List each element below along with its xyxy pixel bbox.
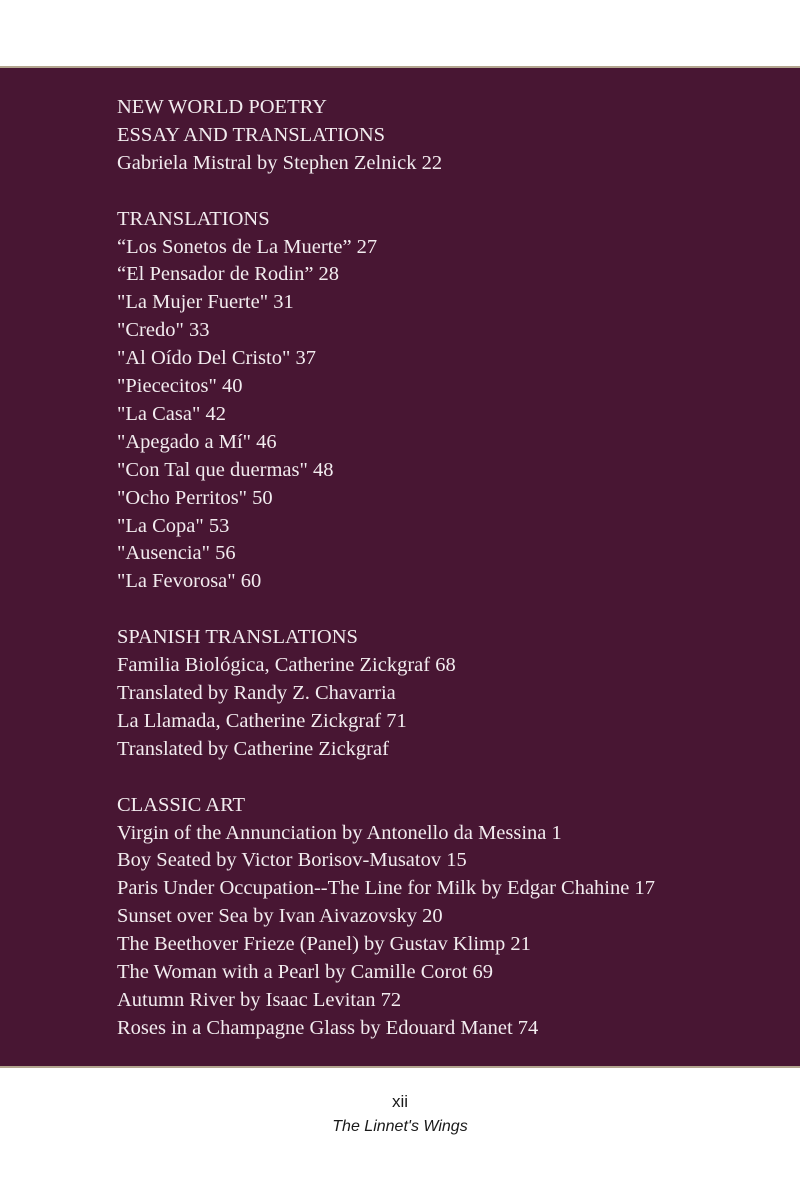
list-item: "La Casa" 42 (117, 402, 226, 425)
list-item: Sunset over Sea by Ivan Aivazovsky 20 (117, 905, 443, 928)
list-item: "Ausencia" 56 (117, 542, 236, 565)
section-classic-art (117, 792, 655, 1043)
section-heading: CLASSIC ART (117, 793, 246, 816)
list-item: Virgin of the Annunciation by Antonello da Messina 1 (117, 821, 562, 844)
list-item: “El Pensador de Rodin” 28 (117, 263, 340, 286)
list-item: Familia Biológica, Catherine Zickgraf 68 (117, 654, 456, 677)
list-item: Paris Under Occupation--The Line for Milk by Edgar Chahine 17 (117, 877, 655, 900)
section-new-world-poetry (117, 94, 655, 178)
list-item: "Ocho Perritos" 50 (117, 486, 273, 509)
list-item: Roses in a Champagne Glass by Edouard Manet 74 (117, 1016, 539, 1039)
section-heading: SPANISH TRANSLATIONS (117, 626, 358, 649)
list-item: The Beethover Frieze (Panel) by Gustav Klimp 21 (117, 933, 531, 956)
list-item: "Al Oído Del Cristo" 37 (117, 347, 316, 370)
list-item: La Llamada, Catherine Zickgraf 71 (117, 709, 407, 732)
page-number: xii (391, 1092, 409, 1111)
list-item: Autumn River by Isaac Levitan 72 (117, 988, 402, 1011)
section-heading: TRANSLATIONS (117, 207, 270, 230)
list-item: "La Mujer Fuerte" 31 (117, 291, 294, 314)
list-item: "Apegado a Mí" 46 (117, 430, 277, 453)
list-item: Gabriela Mistral by Stephen Zelnick 22 (117, 151, 443, 174)
section-translations (117, 206, 655, 597)
section-heading: NEW WORLD POETRY (117, 96, 327, 118)
table-of-contents (117, 94, 655, 1071)
list-item: “Los Sonetos de La Muerte” 27 (117, 235, 378, 258)
journal-title: The Linnet's Wings (332, 1118, 468, 1135)
list-item: "Piececitos" 40 (117, 375, 243, 398)
list-item: "La Copa" 53 (117, 514, 230, 537)
section-spanish-translations (117, 624, 655, 764)
list-item: "Con Tal que duermas" 48 (117, 458, 334, 481)
list-item: Translated by Catherine Zickgraf (117, 737, 389, 760)
list-item: ESSAY AND TRANSLATIONS (117, 123, 386, 146)
list-item: The Woman with a Pearl by Camille Corot 69 (117, 961, 494, 984)
contents-panel (0, 66, 800, 1068)
list-item: "La Fevorosa" 60 (117, 570, 262, 593)
list-item: Boy Seated by Victor Borisov-Musatov 15 (117, 849, 467, 872)
list-item: Translated by Randy Z. Chavarria (117, 682, 396, 704)
list-item: "Credo" 33 (117, 319, 210, 342)
